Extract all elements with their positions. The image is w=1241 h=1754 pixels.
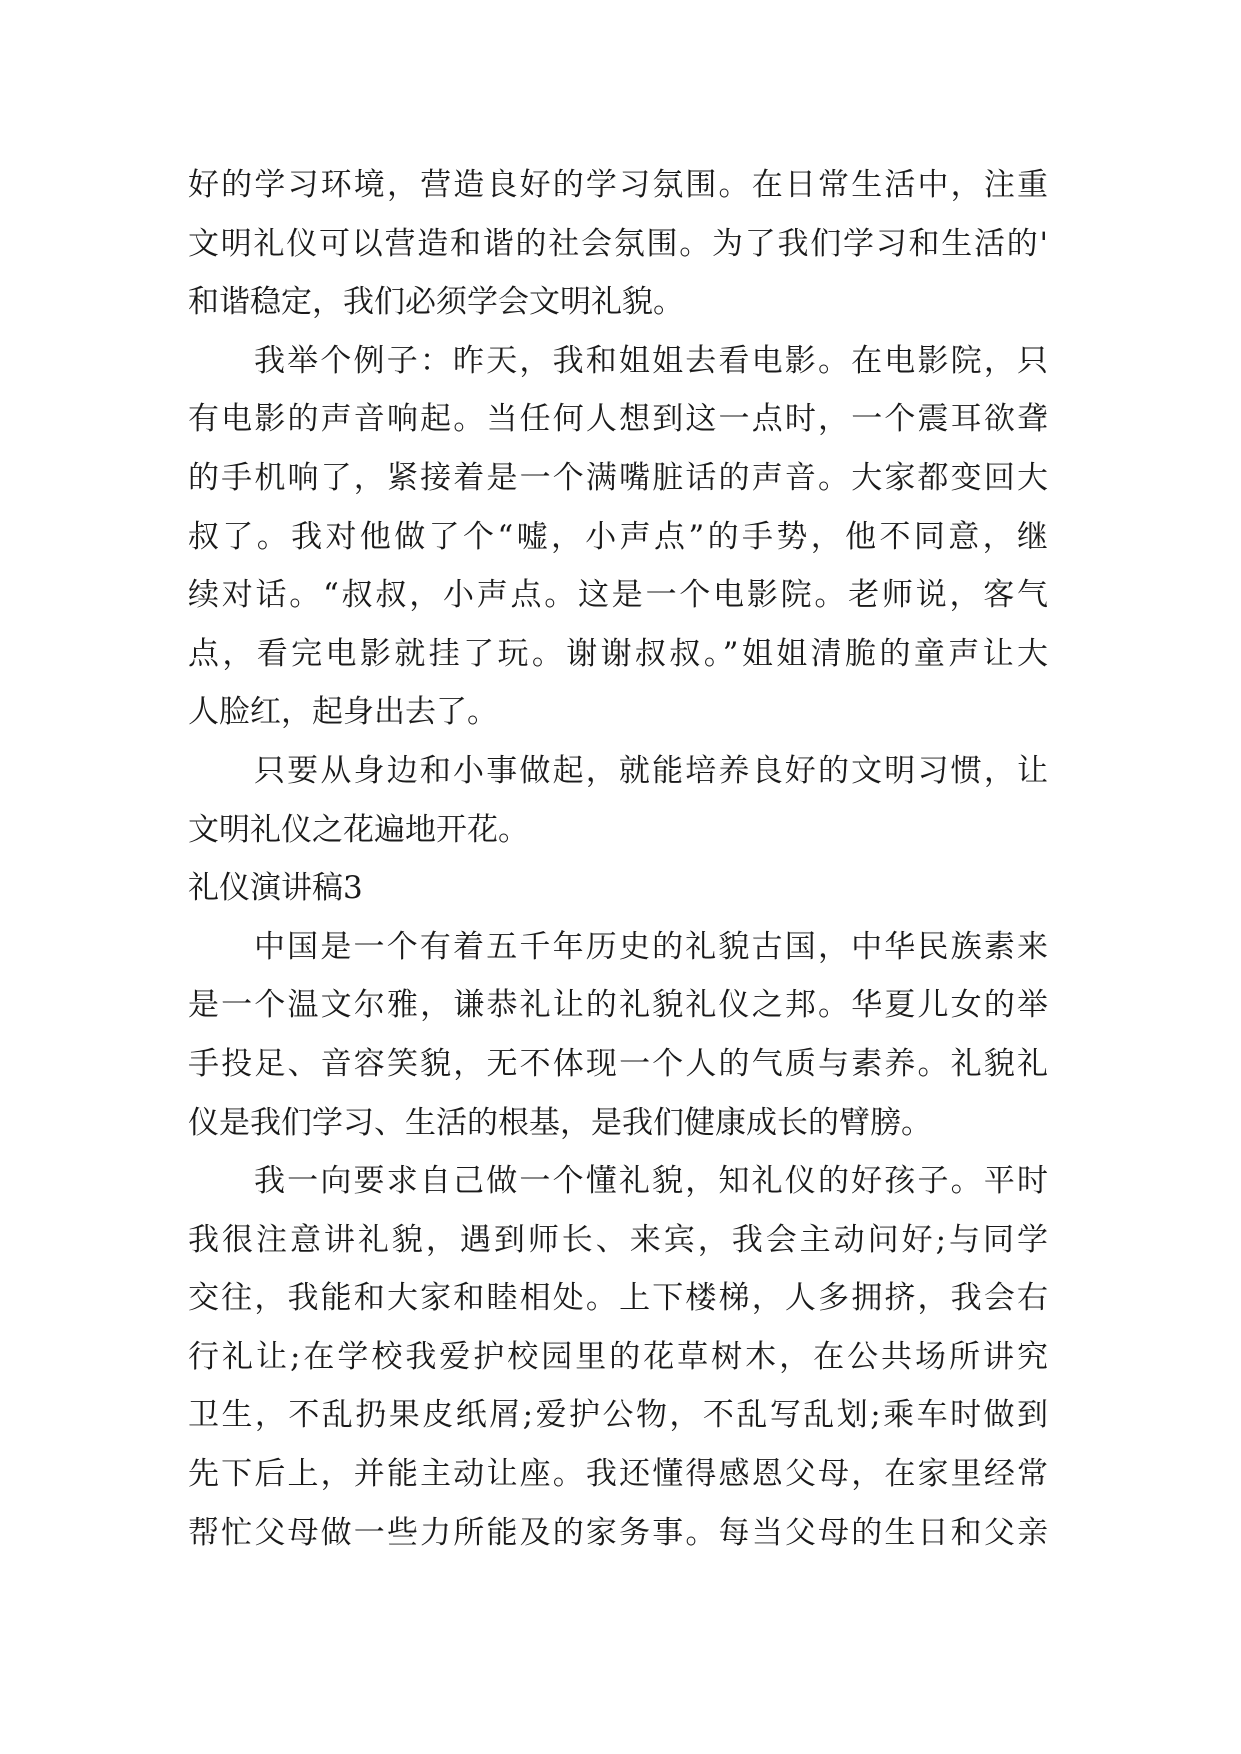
- text-line: 仪是我们学习、生活的根基，是我们健康成长的臂膀。: [188, 1104, 932, 1141]
- text-line: 有电影的声音响起。当任何人想到这一点时，一个震耳欲聋: [188, 401, 1048, 438]
- text-line: 行礼让;在学校我爱护校园里的花草树木，在公共场所讲究: [188, 1338, 1048, 1375]
- document-body: [188, 156, 1048, 1562]
- text-line: 和谐稳定，我们必须学会文明礼貌。: [188, 284, 684, 321]
- text-line: 中国是一个有着五千年历史的礼貌古国，中华民族素来: [254, 928, 1048, 965]
- text-line: 文明礼仪可以营造和谐的社会氛围。为了我们学习和生活的': [188, 225, 1048, 262]
- text-line: 文明礼仪之花遍地开花。: [188, 811, 529, 848]
- text-line: 好的学习环境，营造良好的学习氛围。在日常生活中，注重: [188, 167, 1048, 203]
- text-line: 我很注意讲礼貌，遇到师长、来宾，我会主动问好;与同学: [188, 1221, 1048, 1258]
- text-line: 我举个例子：昨天，我和姐姐去看电影。在电影院，只: [254, 342, 1048, 379]
- text-line: 点，看完电影就挂了玩。谢谢叔叔。”姐姐清脆的童声让大: [188, 635, 1048, 672]
- text-line: 帮忙父母做一些力所能及的家务事。每当父母的生日和父亲: [188, 1514, 1048, 1551]
- section-heading: 礼仪演讲稿3: [188, 870, 363, 907]
- text-line: 只要从身边和小事做起，就能培养良好的文明习惯，让: [254, 752, 1048, 789]
- text-line: 续对话。“叔叔，小声点。这是一个电影院。老师说，客气: [188, 577, 1048, 614]
- text-line: 我一向要求自己做一个懂礼貌，知礼仪的好孩子。平时: [254, 1163, 1048, 1200]
- text-line: 手投足、音容笑貌，无不体现一个人的气质与素养。礼貌礼: [188, 1045, 1048, 1082]
- text-line: 先下后上，并能主动让座。我还懂得感恩父母，在家里经常: [188, 1456, 1048, 1493]
- text-line: 交往，我能和大家和睦相处。上下楼梯，人多拥挤，我会右: [188, 1280, 1048, 1317]
- text-line: 的手机响了，紧接着是一个满嘴脏话的声音。大家都变回大: [188, 459, 1048, 496]
- text-line: 叔了。我对他做了个“嘘，小声点”的手势，他不同意，继: [188, 518, 1048, 555]
- text-line: 是一个温文尔雅，谦恭礼让的礼貌礼仪之邦。华夏儿女的举: [188, 987, 1048, 1024]
- text-line: 人脸红，起身出去了。: [188, 694, 498, 731]
- text-line: 卫生，不乱扔果皮纸屑;爱护公物，不乱写乱划;乘车时做到: [188, 1397, 1048, 1434]
